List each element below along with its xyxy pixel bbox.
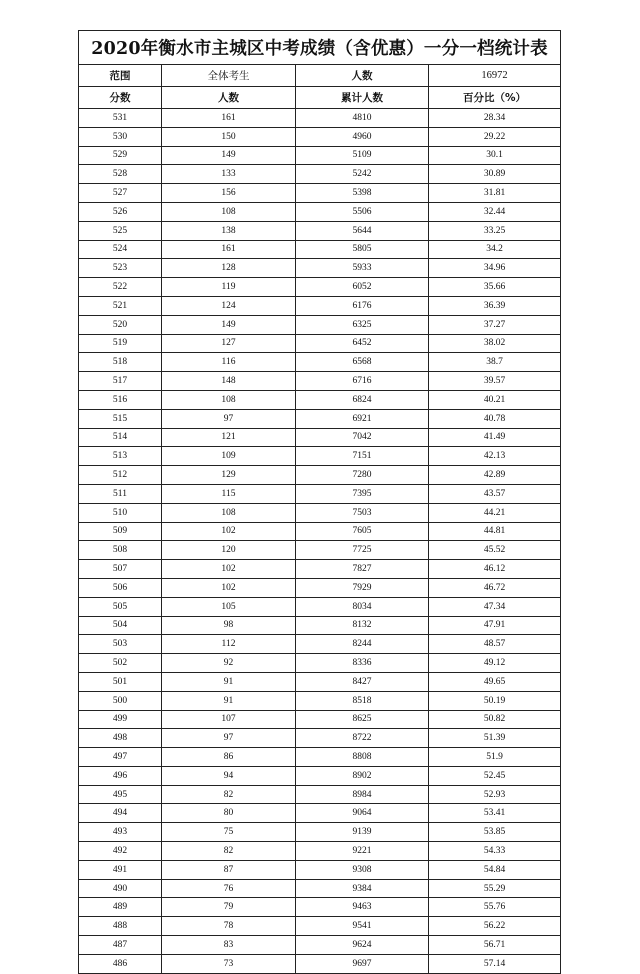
table-row — [79, 409, 561, 428]
cumulative-cell: 5398 — [296, 184, 429, 203]
score-cell: 497 — [79, 748, 162, 767]
percent-cell: 40.21 — [429, 390, 561, 409]
table-row — [79, 466, 561, 485]
table-row — [79, 597, 561, 616]
score-cell: 515 — [79, 409, 162, 428]
cumulative-cell: 7395 — [296, 484, 429, 503]
score-cell: 524 — [79, 240, 162, 259]
count-cell: 98 — [162, 616, 296, 635]
percent-cell: 29.22 — [429, 127, 561, 146]
table-row — [79, 334, 561, 353]
score-cell: 511 — [79, 484, 162, 503]
count-cell: 75 — [162, 823, 296, 842]
count-cell: 79 — [162, 898, 296, 917]
table-row — [79, 503, 561, 522]
score-cell: 500 — [79, 691, 162, 710]
count-cell: 138 — [162, 221, 296, 240]
percent-cell: 54.84 — [429, 860, 561, 879]
percent-cell: 35.66 — [429, 278, 561, 297]
score-cell: 505 — [79, 597, 162, 616]
table-row — [79, 127, 561, 146]
score-cell: 509 — [79, 522, 162, 541]
cumulative-cell: 7151 — [296, 447, 429, 466]
percent-cell: 46.12 — [429, 560, 561, 579]
score-cell: 527 — [79, 184, 162, 203]
percent-cell: 54.33 — [429, 842, 561, 861]
percent-cell: 49.65 — [429, 672, 561, 691]
cumulative-cell: 8625 — [296, 710, 429, 729]
percent-cell: 46.72 — [429, 578, 561, 597]
percent-cell: 33.25 — [429, 221, 561, 240]
percent-cell: 50.82 — [429, 710, 561, 729]
table-body — [79, 109, 561, 974]
score-cell: 487 — [79, 936, 162, 955]
table-row — [79, 842, 561, 861]
score-cell: 529 — [79, 146, 162, 165]
count-cell: 83 — [162, 936, 296, 955]
cumulative-cell: 9624 — [296, 936, 429, 955]
cumulative-cell: 6325 — [296, 315, 429, 334]
score-cell: 530 — [79, 127, 162, 146]
percent-cell: 32.44 — [429, 202, 561, 221]
count-cell: 109 — [162, 447, 296, 466]
count-cell: 105 — [162, 597, 296, 616]
count-cell: 73 — [162, 954, 296, 973]
percent-cell: 56.71 — [429, 936, 561, 955]
percent-cell: 43.57 — [429, 484, 561, 503]
score-cell: 521 — [79, 296, 162, 315]
count-cell: 102 — [162, 560, 296, 579]
table-row — [79, 936, 561, 955]
percent-cell: 53.85 — [429, 823, 561, 842]
score-cell: 502 — [79, 654, 162, 673]
table-row — [79, 165, 561, 184]
score-cell: 491 — [79, 860, 162, 879]
meta-row — [79, 65, 561, 87]
cumulative-cell: 7042 — [296, 428, 429, 447]
cumulative-cell: 4810 — [296, 109, 429, 128]
percent-cell: 45.52 — [429, 541, 561, 560]
score-cell: 518 — [79, 353, 162, 372]
score-cell: 506 — [79, 578, 162, 597]
percent-cell: 55.76 — [429, 898, 561, 917]
percent-cell: 30.89 — [429, 165, 561, 184]
table-row — [79, 541, 561, 560]
cumulative-cell: 5805 — [296, 240, 429, 259]
count-cell: 76 — [162, 879, 296, 898]
percent-cell: 51.9 — [429, 748, 561, 767]
cumulative-cell: 8722 — [296, 729, 429, 748]
header-percent: 百分比（%） — [429, 87, 561, 109]
table-row — [79, 729, 561, 748]
table-row — [79, 278, 561, 297]
score-cell: 513 — [79, 447, 162, 466]
percent-cell: 37.27 — [429, 315, 561, 334]
count-cell: 102 — [162, 578, 296, 597]
header-score: 分数 — [79, 87, 162, 109]
score-cell: 520 — [79, 315, 162, 334]
percent-cell: 36.39 — [429, 296, 561, 315]
score-cell: 523 — [79, 259, 162, 278]
table-row — [79, 447, 561, 466]
count-label: 人数 — [296, 65, 429, 87]
score-distribution-table — [78, 30, 561, 974]
percent-cell: 42.89 — [429, 466, 561, 485]
table-row — [79, 146, 561, 165]
cumulative-cell: 8336 — [296, 654, 429, 673]
table-row — [79, 766, 561, 785]
count-cell: 107 — [162, 710, 296, 729]
table-row — [79, 785, 561, 804]
count-cell: 82 — [162, 842, 296, 861]
cumulative-cell: 8132 — [296, 616, 429, 635]
range-label: 范围 — [79, 65, 162, 87]
table-row — [79, 259, 561, 278]
count-cell: 120 — [162, 541, 296, 560]
cumulative-cell: 6568 — [296, 353, 429, 372]
count-cell: 108 — [162, 503, 296, 522]
percent-cell: 51.39 — [429, 729, 561, 748]
cumulative-cell: 5506 — [296, 202, 429, 221]
score-cell: 493 — [79, 823, 162, 842]
count-cell: 86 — [162, 748, 296, 767]
table-row — [79, 484, 561, 503]
cumulative-cell: 9221 — [296, 842, 429, 861]
cumulative-cell: 8518 — [296, 691, 429, 710]
cumulative-cell: 9308 — [296, 860, 429, 879]
cumulative-cell: 6716 — [296, 372, 429, 391]
count-cell: 108 — [162, 390, 296, 409]
score-cell: 531 — [79, 109, 162, 128]
cumulative-cell: 8244 — [296, 635, 429, 654]
count-cell: 94 — [162, 766, 296, 785]
table-row — [79, 109, 561, 128]
percent-cell: 38.7 — [429, 353, 561, 372]
table-row — [79, 635, 561, 654]
count-cell: 128 — [162, 259, 296, 278]
header-count: 人数 — [162, 87, 296, 109]
percent-cell: 42.13 — [429, 447, 561, 466]
count-cell: 82 — [162, 785, 296, 804]
table-row — [79, 296, 561, 315]
score-cell: 508 — [79, 541, 162, 560]
score-cell: 503 — [79, 635, 162, 654]
table-row — [79, 804, 561, 823]
percent-cell: 40.78 — [429, 409, 561, 428]
table-row — [79, 917, 561, 936]
percent-cell: 48.57 — [429, 635, 561, 654]
count-cell: 127 — [162, 334, 296, 353]
percent-cell: 38.02 — [429, 334, 561, 353]
score-cell: 516 — [79, 390, 162, 409]
table-row — [79, 202, 561, 221]
cumulative-cell: 9541 — [296, 917, 429, 936]
percent-cell: 44.21 — [429, 503, 561, 522]
percent-cell: 39.57 — [429, 372, 561, 391]
table-row — [79, 672, 561, 691]
cumulative-cell: 5644 — [296, 221, 429, 240]
score-cell: 498 — [79, 729, 162, 748]
cumulative-cell: 9463 — [296, 898, 429, 917]
cumulative-cell: 8984 — [296, 785, 429, 804]
table-row — [79, 654, 561, 673]
table-row — [79, 522, 561, 541]
table-row — [79, 616, 561, 635]
score-cell: 494 — [79, 804, 162, 823]
count-cell: 115 — [162, 484, 296, 503]
count-cell: 133 — [162, 165, 296, 184]
score-cell: 507 — [79, 560, 162, 579]
cumulative-cell: 5242 — [296, 165, 429, 184]
cumulative-cell: 6052 — [296, 278, 429, 297]
score-cell: 492 — [79, 842, 162, 861]
percent-cell: 47.34 — [429, 597, 561, 616]
cumulative-cell: 7725 — [296, 541, 429, 560]
table-row — [79, 691, 561, 710]
score-cell: 512 — [79, 466, 162, 485]
table-row — [79, 898, 561, 917]
score-cell: 514 — [79, 428, 162, 447]
count-cell: 121 — [162, 428, 296, 447]
cumulative-cell: 9697 — [296, 954, 429, 973]
count-cell: 156 — [162, 184, 296, 203]
table-row — [79, 315, 561, 334]
score-cell: 488 — [79, 917, 162, 936]
count-cell: 124 — [162, 296, 296, 315]
count-cell: 87 — [162, 860, 296, 879]
count-cell: 149 — [162, 315, 296, 334]
range-value: 全体考生 — [162, 65, 296, 87]
score-cell: 499 — [79, 710, 162, 729]
score-cell: 490 — [79, 879, 162, 898]
cumulative-cell: 9064 — [296, 804, 429, 823]
percent-cell: 28.34 — [429, 109, 561, 128]
table-row — [79, 353, 561, 372]
count-cell: 116 — [162, 353, 296, 372]
percent-cell: 52.45 — [429, 766, 561, 785]
score-cell: 489 — [79, 898, 162, 917]
percent-cell: 57.14 — [429, 954, 561, 973]
score-cell: 522 — [79, 278, 162, 297]
cumulative-cell: 6452 — [296, 334, 429, 353]
cumulative-cell: 7929 — [296, 578, 429, 597]
count-cell: 91 — [162, 672, 296, 691]
cumulative-cell: 9139 — [296, 823, 429, 842]
cumulative-cell: 6824 — [296, 390, 429, 409]
count-cell: 148 — [162, 372, 296, 391]
score-cell: 501 — [79, 672, 162, 691]
percent-cell: 55.29 — [429, 879, 561, 898]
percent-cell: 47.91 — [429, 616, 561, 635]
cumulative-cell: 7503 — [296, 503, 429, 522]
table-row — [79, 560, 561, 579]
table-row — [79, 184, 561, 203]
table-row — [79, 372, 561, 391]
table-row — [79, 954, 561, 973]
table-row — [79, 240, 561, 259]
table-row — [79, 860, 561, 879]
percent-cell: 52.93 — [429, 785, 561, 804]
count-cell: 97 — [162, 729, 296, 748]
score-cell: 526 — [79, 202, 162, 221]
header-cumulative: 累计人数 — [296, 87, 429, 109]
count-cell: 112 — [162, 635, 296, 654]
score-cell: 486 — [79, 954, 162, 973]
table-row — [79, 879, 561, 898]
count-cell: 78 — [162, 917, 296, 936]
count-cell: 149 — [162, 146, 296, 165]
cumulative-cell: 7605 — [296, 522, 429, 541]
count-cell: 108 — [162, 202, 296, 221]
cumulative-cell: 4960 — [296, 127, 429, 146]
table-row — [79, 390, 561, 409]
cumulative-cell: 5109 — [296, 146, 429, 165]
score-cell: 495 — [79, 785, 162, 804]
count-cell: 91 — [162, 691, 296, 710]
score-cell: 528 — [79, 165, 162, 184]
cumulative-cell: 8902 — [296, 766, 429, 785]
percent-cell: 34.96 — [429, 259, 561, 278]
count-cell: 161 — [162, 109, 296, 128]
cumulative-cell: 8427 — [296, 672, 429, 691]
cumulative-cell: 6921 — [296, 409, 429, 428]
header-row — [79, 87, 561, 109]
percent-cell: 30.1 — [429, 146, 561, 165]
table-row — [79, 823, 561, 842]
cumulative-cell: 6176 — [296, 296, 429, 315]
cumulative-cell: 8808 — [296, 748, 429, 767]
percent-cell: 50.19 — [429, 691, 561, 710]
score-cell: 496 — [79, 766, 162, 785]
cumulative-cell: 9384 — [296, 879, 429, 898]
score-cell: 517 — [79, 372, 162, 391]
percent-cell: 49.12 — [429, 654, 561, 673]
count-cell: 150 — [162, 127, 296, 146]
percent-cell: 31.81 — [429, 184, 561, 203]
count-cell: 97 — [162, 409, 296, 428]
score-cell: 525 — [79, 221, 162, 240]
score-cell: 519 — [79, 334, 162, 353]
score-cell: 510 — [79, 503, 162, 522]
count-cell: 129 — [162, 466, 296, 485]
count-cell: 161 — [162, 240, 296, 259]
percent-cell: 44.81 — [429, 522, 561, 541]
percent-cell: 34.2 — [429, 240, 561, 259]
count-cell: 119 — [162, 278, 296, 297]
table-row — [79, 428, 561, 447]
count-cell: 92 — [162, 654, 296, 673]
cumulative-cell: 7280 — [296, 466, 429, 485]
percent-cell: 56.22 — [429, 917, 561, 936]
percent-cell: 53.41 — [429, 804, 561, 823]
count-cell: 80 — [162, 804, 296, 823]
table-row — [79, 748, 561, 767]
table-row — [79, 221, 561, 240]
percent-cell: 41.49 — [429, 428, 561, 447]
cumulative-cell: 8034 — [296, 597, 429, 616]
count-cell: 102 — [162, 522, 296, 541]
table-row — [79, 710, 561, 729]
table-title: 2020年衡水市主城区中考成绩（含优惠）一分一档统计表 — [79, 31, 561, 65]
table-row — [79, 578, 561, 597]
score-cell: 504 — [79, 616, 162, 635]
count-value: 16972 — [429, 65, 561, 87]
cumulative-cell: 7827 — [296, 560, 429, 579]
cumulative-cell: 5933 — [296, 259, 429, 278]
